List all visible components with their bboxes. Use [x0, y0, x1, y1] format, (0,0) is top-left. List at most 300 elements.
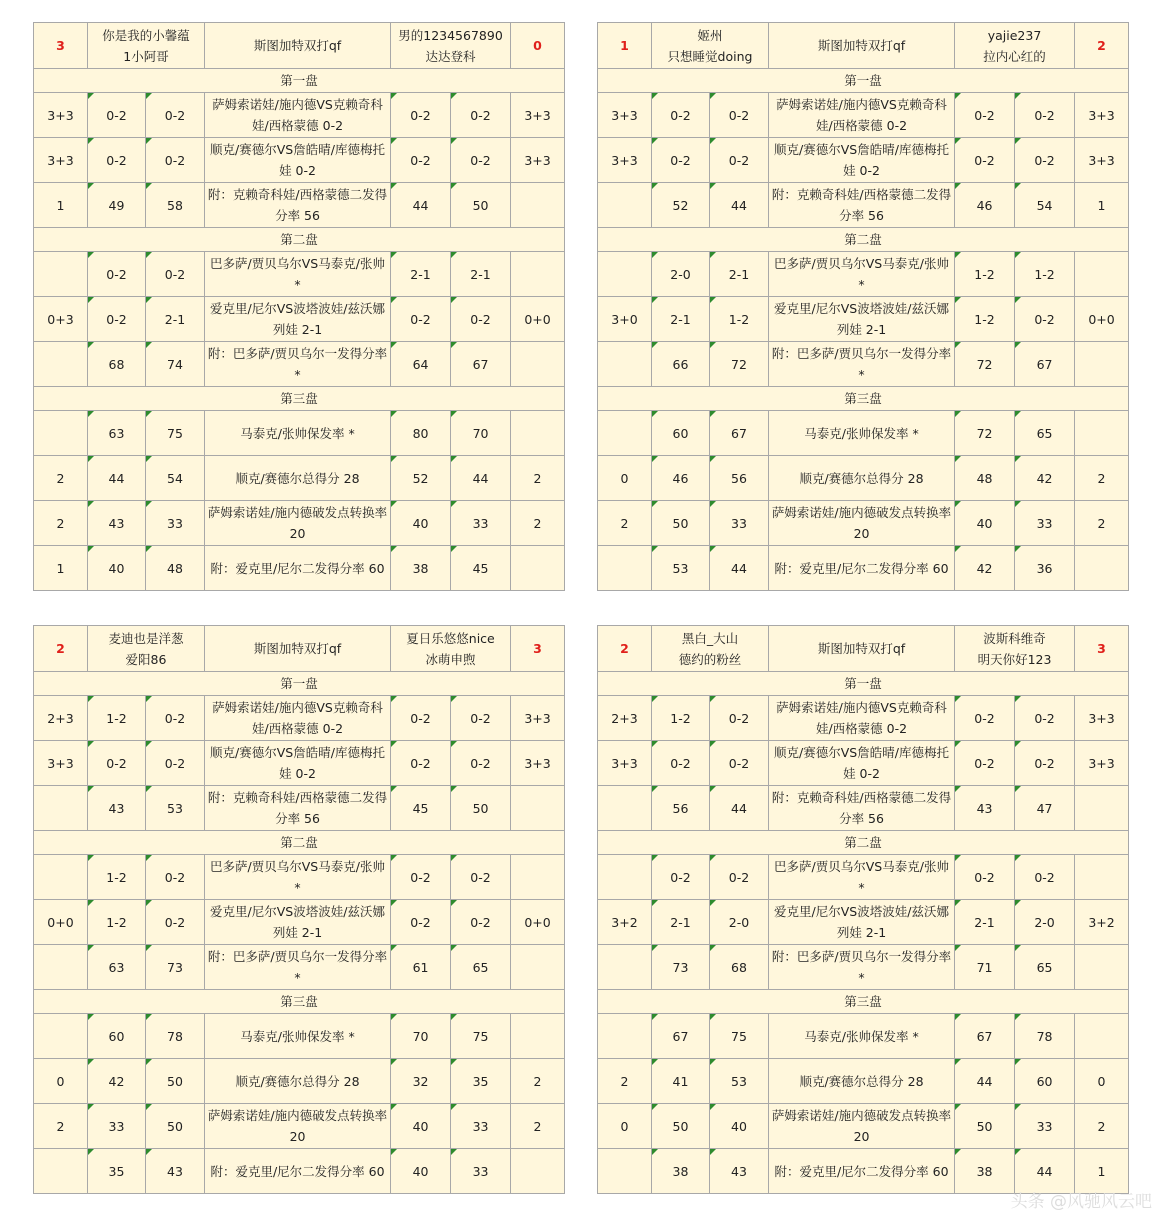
- value-cell-a: [598, 342, 652, 387]
- table-row: [34, 456, 565, 501]
- value-cell-d: 44: [955, 1059, 1015, 1104]
- table-row: [34, 183, 565, 228]
- question-cell: 顺克/赛德尔VS詹皓晴/库德梅托娃 0-2: [205, 138, 391, 183]
- value-cell-e: 60: [1015, 1059, 1075, 1104]
- right-player-1: 夏日乐悠悠nice: [406, 630, 495, 646]
- value-cell-c: 48: [146, 546, 205, 591]
- left-player-1: 姬州: [697, 27, 723, 43]
- value-cell-a: 3+3: [34, 138, 88, 183]
- value-cell-b: 46: [652, 456, 710, 501]
- value-cell-a: [34, 855, 88, 900]
- table-row: [598, 183, 1129, 228]
- score-sheet-top-left: [33, 22, 564, 591]
- question-cell: 萨姆索诺娃/施内德破发点转换率 20: [769, 1104, 955, 1149]
- set-header-row: [34, 672, 565, 696]
- value-cell-e: 0-2: [1015, 93, 1075, 138]
- value-cell-d: 48: [955, 456, 1015, 501]
- table-row: [598, 342, 1129, 387]
- value-cell-d: 1-2: [955, 297, 1015, 342]
- question-cell: 附：克赖奇科娃/西格蒙德二发得分率 56: [205, 786, 391, 831]
- value-cell-e: 0-2: [1015, 696, 1075, 741]
- value-cell-b: 63: [88, 411, 146, 456]
- value-cell-c: 44: [710, 183, 769, 228]
- value-cell-f: 3+3: [511, 741, 565, 786]
- value-cell-a: 3+3: [598, 138, 652, 183]
- question-cell: 顺克/赛德尔VS詹皓晴/库德梅托娃 0-2: [205, 741, 391, 786]
- value-cell-b: 2-1: [652, 900, 710, 945]
- value-cell-b: 50: [652, 1104, 710, 1149]
- value-cell-f: [511, 1014, 565, 1059]
- value-cell-f: [1075, 855, 1129, 900]
- value-cell-f: [511, 945, 565, 990]
- value-cell-c: 0-2: [710, 138, 769, 183]
- set-header-row: [598, 831, 1129, 855]
- table-row: [598, 741, 1129, 786]
- value-cell-c: 72: [710, 342, 769, 387]
- match-table: [597, 625, 1129, 1194]
- table-row: [34, 1014, 565, 1059]
- table-row: [598, 1059, 1129, 1104]
- right-players: [955, 626, 1075, 672]
- set-label: 第二盘: [34, 228, 565, 252]
- value-cell-d: 67: [955, 1014, 1015, 1059]
- header-row: [34, 23, 565, 69]
- value-cell-f: 3+3: [1075, 93, 1129, 138]
- value-cell-c: 0-2: [710, 696, 769, 741]
- value-cell-d: 44: [391, 183, 451, 228]
- value-cell-f: [511, 855, 565, 900]
- value-cell-a: 2: [34, 501, 88, 546]
- match-table: [597, 22, 1129, 591]
- value-cell-e: 44: [451, 456, 511, 501]
- header-row: [34, 626, 565, 672]
- question-cell: 附：爱克里/尼尔二发得分率 60: [769, 546, 955, 591]
- table-row: [34, 501, 565, 546]
- value-cell-d: 0-2: [391, 138, 451, 183]
- table-row: [598, 501, 1129, 546]
- value-cell-e: 36: [1015, 546, 1075, 591]
- question-cell: 萨姆索诺娃/施内德破发点转换率 20: [205, 501, 391, 546]
- value-cell-a: [598, 546, 652, 591]
- question-cell: 顺克/赛德尔总得分 28: [769, 1059, 955, 1104]
- question-cell: 附：巴多萨/贾贝乌尔一发得分率 *: [205, 945, 391, 990]
- value-cell-e: 2-1: [451, 252, 511, 297]
- value-cell-b: 0-2: [88, 297, 146, 342]
- question-cell: 附：巴多萨/贾贝乌尔一发得分率 *: [769, 945, 955, 990]
- value-cell-c: 58: [146, 183, 205, 228]
- value-cell-f: 0+0: [511, 900, 565, 945]
- value-cell-e: 0-2: [1015, 138, 1075, 183]
- table-row: [34, 696, 565, 741]
- match-title: 斯图加特双打qf: [769, 626, 955, 672]
- set-label: 第三盘: [34, 387, 565, 411]
- set-label: 第一盘: [598, 69, 1129, 93]
- match-title: 斯图加特双打qf: [769, 23, 955, 69]
- value-cell-f: [1075, 786, 1129, 831]
- set-label: 第二盘: [598, 228, 1129, 252]
- table-row: [34, 741, 565, 786]
- value-cell-b: 33: [88, 1104, 146, 1149]
- value-cell-b: 0-2: [88, 93, 146, 138]
- value-cell-c: 2-1: [146, 297, 205, 342]
- table-row: [34, 1104, 565, 1149]
- question-cell: 萨姆索诺娃/施内德VS克赖奇科娃/西格蒙德 0-2: [205, 696, 391, 741]
- question-cell: 附：克赖奇科娃/西格蒙德二发得分率 56: [769, 786, 955, 831]
- value-cell-b: 49: [88, 183, 146, 228]
- value-cell-d: 0-2: [391, 741, 451, 786]
- set-header-row: [34, 387, 565, 411]
- set-label: 第二盘: [598, 831, 1129, 855]
- value-cell-e: 0-2: [1015, 855, 1075, 900]
- value-cell-e: 50: [451, 786, 511, 831]
- value-cell-d: 0-2: [955, 138, 1015, 183]
- value-cell-f: 2: [511, 1059, 565, 1104]
- value-cell-e: 50: [451, 183, 511, 228]
- value-cell-f: 3+3: [1075, 741, 1129, 786]
- value-cell-d: 0-2: [955, 855, 1015, 900]
- set-header-row: [598, 69, 1129, 93]
- value-cell-f: 2: [511, 1104, 565, 1149]
- left-players: [88, 626, 205, 672]
- value-cell-e: 35: [451, 1059, 511, 1104]
- value-cell-e: 2-0: [1015, 900, 1075, 945]
- set-label: 第三盘: [34, 990, 565, 1014]
- right-player-2: 达达登科: [425, 48, 476, 64]
- value-cell-f: 3+3: [1075, 696, 1129, 741]
- set-label: 第三盘: [598, 387, 1129, 411]
- score-sheet-bottom-left: [33, 625, 564, 1194]
- value-cell-f: 3+3: [1075, 138, 1129, 183]
- score-sheet-top-right: [597, 22, 1128, 591]
- value-cell-b: 0-2: [652, 93, 710, 138]
- value-cell-a: 2: [598, 501, 652, 546]
- table-row: [598, 411, 1129, 456]
- value-cell-c: 78: [146, 1014, 205, 1059]
- value-cell-f: [1075, 546, 1129, 591]
- value-cell-a: 0+0: [34, 900, 88, 945]
- left-player-1: 麦迪也是洋葱: [108, 630, 184, 646]
- question-cell: 巴多萨/贾贝乌尔VS马泰克/张帅 *: [205, 855, 391, 900]
- value-cell-f: 2: [1075, 501, 1129, 546]
- value-cell-c: 75: [146, 411, 205, 456]
- value-cell-e: 33: [1015, 1104, 1075, 1149]
- value-cell-b: 0-2: [88, 138, 146, 183]
- value-cell-f: 3+3: [511, 696, 565, 741]
- left-score: 1: [598, 23, 652, 69]
- value-cell-c: 73: [146, 945, 205, 990]
- value-cell-e: 33: [451, 501, 511, 546]
- match-table: [33, 22, 565, 591]
- left-player-1: 你是我的小馨蕴: [102, 27, 190, 43]
- table-row: [598, 945, 1129, 990]
- value-cell-c: 0-2: [146, 696, 205, 741]
- value-cell-c: 33: [710, 501, 769, 546]
- value-cell-e: 33: [451, 1149, 511, 1194]
- value-cell-b: 73: [652, 945, 710, 990]
- value-cell-a: 2+3: [598, 696, 652, 741]
- value-cell-a: 3+3: [34, 741, 88, 786]
- value-cell-e: 0-2: [451, 900, 511, 945]
- value-cell-c: 53: [710, 1059, 769, 1104]
- question-cell: 顺克/赛德尔总得分 28: [205, 1059, 391, 1104]
- left-player-2: 德约的粉丝: [678, 651, 742, 667]
- table-row: [34, 93, 565, 138]
- value-cell-a: 0: [598, 1104, 652, 1149]
- value-cell-a: [598, 411, 652, 456]
- value-cell-a: [34, 1014, 88, 1059]
- left-player-1: 黑白_大山: [681, 630, 739, 646]
- question-cell: 巴多萨/贾贝乌尔VS马泰克/张帅 *: [769, 855, 955, 900]
- question-cell: 附：巴多萨/贾贝乌尔一发得分率 *: [205, 342, 391, 387]
- left-player-2: 1小阿哥: [123, 48, 169, 64]
- question-cell: 附：爱克里/尼尔二发得分率 60: [769, 1149, 955, 1194]
- set-label: 第三盘: [598, 990, 1129, 1014]
- value-cell-d: 2-1: [391, 252, 451, 297]
- left-player-2: 爱阳86: [125, 651, 167, 667]
- value-cell-a: 0: [598, 456, 652, 501]
- value-cell-c: 33: [146, 501, 205, 546]
- value-cell-c: 44: [710, 786, 769, 831]
- value-cell-a: [598, 786, 652, 831]
- table-row: [34, 138, 565, 183]
- question-cell: 附：爱克里/尼尔二发得分率 60: [205, 1149, 391, 1194]
- value-cell-b: 60: [88, 1014, 146, 1059]
- table-row: [598, 1014, 1129, 1059]
- table-row: [598, 855, 1129, 900]
- value-cell-b: 53: [652, 546, 710, 591]
- table-row: [598, 297, 1129, 342]
- value-cell-e: 45: [451, 546, 511, 591]
- right-players: [955, 23, 1075, 69]
- value-cell-e: 65: [1015, 411, 1075, 456]
- value-cell-e: 1-2: [1015, 252, 1075, 297]
- value-cell-a: [34, 252, 88, 297]
- value-cell-e: 0-2: [1015, 741, 1075, 786]
- left-player-2: 只想睡觉doing: [667, 48, 753, 64]
- value-cell-f: [511, 786, 565, 831]
- value-cell-d: 40: [955, 501, 1015, 546]
- value-cell-f: [1075, 411, 1129, 456]
- value-cell-b: 52: [652, 183, 710, 228]
- value-cell-e: 65: [451, 945, 511, 990]
- value-cell-a: 1: [34, 183, 88, 228]
- value-cell-a: [34, 342, 88, 387]
- value-cell-d: 42: [955, 546, 1015, 591]
- question-cell: 顺克/赛德尔VS詹皓晴/库德梅托娃 0-2: [769, 138, 955, 183]
- value-cell-f: [511, 183, 565, 228]
- value-cell-a: 2: [598, 1059, 652, 1104]
- set-label: 第一盘: [598, 672, 1129, 696]
- value-cell-d: 40: [391, 501, 451, 546]
- value-cell-b: 44: [88, 456, 146, 501]
- value-cell-e: 0-2: [451, 696, 511, 741]
- question-cell: 爱克里/尼尔VS波塔波娃/兹沃娜列娃 2-1: [769, 297, 955, 342]
- table-row: [34, 252, 565, 297]
- value-cell-f: [1075, 945, 1129, 990]
- value-cell-e: 0-2: [451, 138, 511, 183]
- value-cell-b: 1-2: [88, 696, 146, 741]
- table-row: [598, 786, 1129, 831]
- set-header-row: [598, 387, 1129, 411]
- value-cell-d: 43: [955, 786, 1015, 831]
- value-cell-d: 38: [955, 1149, 1015, 1194]
- value-cell-c: 0-2: [146, 93, 205, 138]
- match-title: 斯图加特双打qf: [205, 23, 391, 69]
- value-cell-c: 0-2: [146, 741, 205, 786]
- value-cell-c: 0-2: [146, 138, 205, 183]
- value-cell-b: 0-2: [88, 741, 146, 786]
- question-cell: 马泰克/张帅保发率 *: [205, 411, 391, 456]
- value-cell-c: 2-0: [710, 900, 769, 945]
- value-cell-e: 0-2: [451, 297, 511, 342]
- value-cell-e: 44: [1015, 1149, 1075, 1194]
- right-score: 2: [1075, 23, 1129, 69]
- value-cell-f: [1075, 342, 1129, 387]
- table-row: [598, 900, 1129, 945]
- value-cell-c: 0-2: [710, 855, 769, 900]
- question-cell: 爱克里/尼尔VS波塔波娃/兹沃娜列娃 2-1: [769, 900, 955, 945]
- value-cell-a: 2+3: [34, 696, 88, 741]
- value-cell-e: 33: [451, 1104, 511, 1149]
- value-cell-f: 3+3: [511, 138, 565, 183]
- value-cell-f: 2: [1075, 1104, 1129, 1149]
- set-header-row: [598, 228, 1129, 252]
- value-cell-f: 2: [511, 501, 565, 546]
- value-cell-d: 0-2: [391, 696, 451, 741]
- value-cell-c: 0-2: [146, 252, 205, 297]
- value-cell-b: 63: [88, 945, 146, 990]
- value-cell-a: [598, 1149, 652, 1194]
- value-cell-e: 54: [1015, 183, 1075, 228]
- value-cell-a: [598, 855, 652, 900]
- question-cell: 萨姆索诺娃/施内德破发点转换率 20: [769, 501, 955, 546]
- question-cell: 附：克赖奇科娃/西格蒙德二发得分率 56: [205, 183, 391, 228]
- value-cell-a: 2: [34, 456, 88, 501]
- right-player-1: yajie237: [987, 27, 1042, 43]
- value-cell-a: 3+2: [598, 900, 652, 945]
- value-cell-c: 53: [146, 786, 205, 831]
- value-cell-d: 61: [391, 945, 451, 990]
- set-label: 第一盘: [34, 672, 565, 696]
- value-cell-b: 2-0: [652, 252, 710, 297]
- question-cell: 萨姆索诺娃/施内德VS克赖奇科娃/西格蒙德 0-2: [205, 93, 391, 138]
- value-cell-c: 50: [146, 1104, 205, 1149]
- value-cell-f: [511, 1149, 565, 1194]
- table-row: [598, 1104, 1129, 1149]
- table-row: [34, 1059, 565, 1104]
- value-cell-d: 0-2: [955, 93, 1015, 138]
- value-cell-e: 67: [451, 342, 511, 387]
- value-cell-d: 40: [391, 1104, 451, 1149]
- value-cell-b: 68: [88, 342, 146, 387]
- value-cell-d: 72: [955, 342, 1015, 387]
- value-cell-d: 50: [955, 1104, 1015, 1149]
- question-cell: 巴多萨/贾贝乌尔VS马泰克/张帅 *: [769, 252, 955, 297]
- value-cell-c: 0-2: [710, 741, 769, 786]
- table-row: [34, 342, 565, 387]
- value-cell-b: 0-2: [88, 252, 146, 297]
- table-row: [598, 138, 1129, 183]
- value-cell-d: 38: [391, 546, 451, 591]
- value-cell-b: 2-1: [652, 297, 710, 342]
- value-cell-a: 3+0: [598, 297, 652, 342]
- table-row: [34, 411, 565, 456]
- table-row: [598, 546, 1129, 591]
- value-cell-a: [34, 945, 88, 990]
- value-cell-c: 40: [710, 1104, 769, 1149]
- question-cell: 萨姆索诺娃/施内德VS克赖奇科娃/西格蒙德 0-2: [769, 696, 955, 741]
- set-header-row: [598, 672, 1129, 696]
- value-cell-b: 66: [652, 342, 710, 387]
- header-row: [598, 23, 1129, 69]
- left-players: [652, 23, 769, 69]
- value-cell-b: 50: [652, 501, 710, 546]
- value-cell-b: 1-2: [88, 900, 146, 945]
- value-cell-c: 0-2: [710, 93, 769, 138]
- value-cell-e: 47: [1015, 786, 1075, 831]
- value-cell-c: 43: [710, 1149, 769, 1194]
- value-cell-d: 64: [391, 342, 451, 387]
- value-cell-f: 1: [1075, 1149, 1129, 1194]
- value-cell-a: 0: [34, 1059, 88, 1104]
- value-cell-c: 1-2: [710, 297, 769, 342]
- right-player-2: 冰萌申煦: [425, 651, 476, 667]
- set-header-row: [598, 990, 1129, 1014]
- set-label: 第一盘: [34, 69, 565, 93]
- question-cell: 附：克赖奇科娃/西格蒙德二发得分率 56: [769, 183, 955, 228]
- value-cell-d: 0-2: [955, 741, 1015, 786]
- table-row: [34, 1149, 565, 1194]
- value-cell-c: 50: [146, 1059, 205, 1104]
- question-cell: 萨姆索诺娃/施内德VS克赖奇科娃/西格蒙德 0-2: [769, 93, 955, 138]
- set-header-row: [34, 831, 565, 855]
- value-cell-d: 1-2: [955, 252, 1015, 297]
- table-row: [34, 900, 565, 945]
- value-cell-d: 40: [391, 1149, 451, 1194]
- value-cell-f: [511, 546, 565, 591]
- table-row: [598, 252, 1129, 297]
- value-cell-e: 0-2: [451, 93, 511, 138]
- value-cell-c: 67: [710, 411, 769, 456]
- value-cell-a: 3+3: [34, 93, 88, 138]
- value-cell-c: 43: [146, 1149, 205, 1194]
- question-cell: 爱克里/尼尔VS波塔波娃/兹沃娜列娃 2-1: [205, 900, 391, 945]
- right-player-1: 男的1234567890: [398, 27, 503, 43]
- question-cell: 附：巴多萨/贾贝乌尔一发得分率 *: [769, 342, 955, 387]
- value-cell-a: [598, 252, 652, 297]
- value-cell-b: 42: [88, 1059, 146, 1104]
- right-score: 3: [511, 626, 565, 672]
- value-cell-e: 78: [1015, 1014, 1075, 1059]
- value-cell-f: 2: [511, 456, 565, 501]
- value-cell-b: 40: [88, 546, 146, 591]
- value-cell-a: [598, 945, 652, 990]
- question-cell: 附：爱克里/尼尔二发得分率 60: [205, 546, 391, 591]
- set-header-row: [34, 990, 565, 1014]
- value-cell-d: 2-1: [955, 900, 1015, 945]
- value-cell-a: 2: [34, 1104, 88, 1149]
- value-cell-b: 35: [88, 1149, 146, 1194]
- question-cell: 顺克/赛德尔总得分 28: [769, 456, 955, 501]
- value-cell-b: 0-2: [652, 741, 710, 786]
- table-row: [598, 456, 1129, 501]
- value-cell-c: 68: [710, 945, 769, 990]
- value-cell-d: 0-2: [391, 900, 451, 945]
- set-header-row: [34, 228, 565, 252]
- header-row: [598, 626, 1129, 672]
- watermark: 头条 @风驰风云吧: [1010, 1192, 1152, 1212]
- value-cell-a: 1: [34, 546, 88, 591]
